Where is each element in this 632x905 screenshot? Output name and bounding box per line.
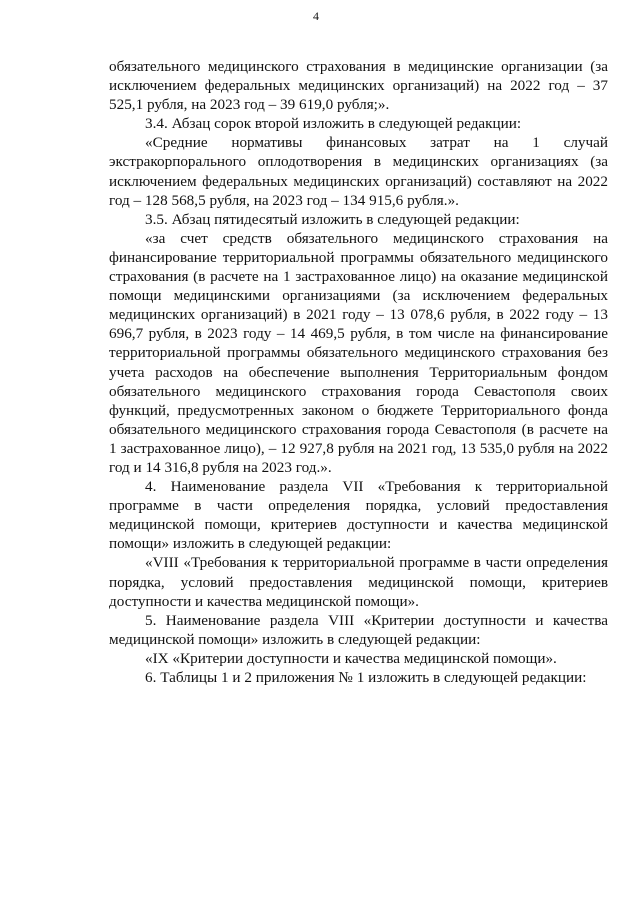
paragraph-3-5-heading: 3.5. Абзац пятидесятый изложить в следующей редакции: [145,210,520,228]
paragraph-3-5-text: «за счет средств обязательного медицинского страхования на финансирование территориальной программы обязательного медицинского страхования (в расчете на 1 застрахованное лицо) на оказание медицинской помощи медицинскими организациями (за исключением федеральных медицинских организаций) в 2021 году – 13 078,6 рубля, в 2022 году – 13 696,7 рубля, в 2023 году – 14 469,5 рубля, в том числе на финансирование территориальной программы обязательного медицинского страхования без учета расходов на обеспечение выполнения Территориальным фондом обязательного медицинского страхования города Севастополя своих функций, предусмотренных законом о бюджете Территориального фонда обязательного медицинского страхования города Севастополя (в расчете на 1 застрахованное лицо), – 12 927,8 рубля на 2021 год, 13 535,0 рубля на 2022 год и 14 316,8 рубля на 2023 год.». [109,229,608,476]
paragraph-6-heading: 6. Таблицы 1 и 2 приложения № 1 изложить в следующей редакции: [145,669,587,686]
document-body [109,57,608,687]
paragraph-5-heading: 5. Наименование раздела VIII «Критерии доступности и качества медицинской помощи» изложить в следующей редакции: [109,611,608,648]
paragraph-5-text: «IX «Критерии доступности и качества медицинской помощи». [145,649,557,667]
paragraph-4-heading: 4. Наименование раздела VII «Требования к территориальной программе в части определения порядка, условий предоставления медицинской помощи, критериев доступности и качества медицинской помощи» изложить в следующей редакции: [109,478,608,553]
paragraph-3-4-text: «Средние нормативы финансовых затрат на 1 случай экстракорпорального оплодотворения в медицинских организациях (за исключением федеральных медицинских организаций) составляют на 2022 год – 128 568,5 рубля, на 2023 год – 134 915,6 рубля.». [109,134,608,209]
paragraph-3-4-heading: 3.4. Абзац сорок второй изложить в следующей редакции: [145,115,522,133]
paragraph-continuation: обязательного медицинского страхования в медицинские организации (за исключением федеральных медицинских организаций) на 2022 год – 37 525,1 рубля, на 2023 год – 39 619,0 рубля;». [109,58,608,114]
page-number: 4 [313,9,319,23]
paragraph-4-text: «VIII «Требования к территориальной программе в части определения порядка, условий предоставления медицинской помощи, критериев доступности и качества медицинской помощи». [109,554,608,610]
